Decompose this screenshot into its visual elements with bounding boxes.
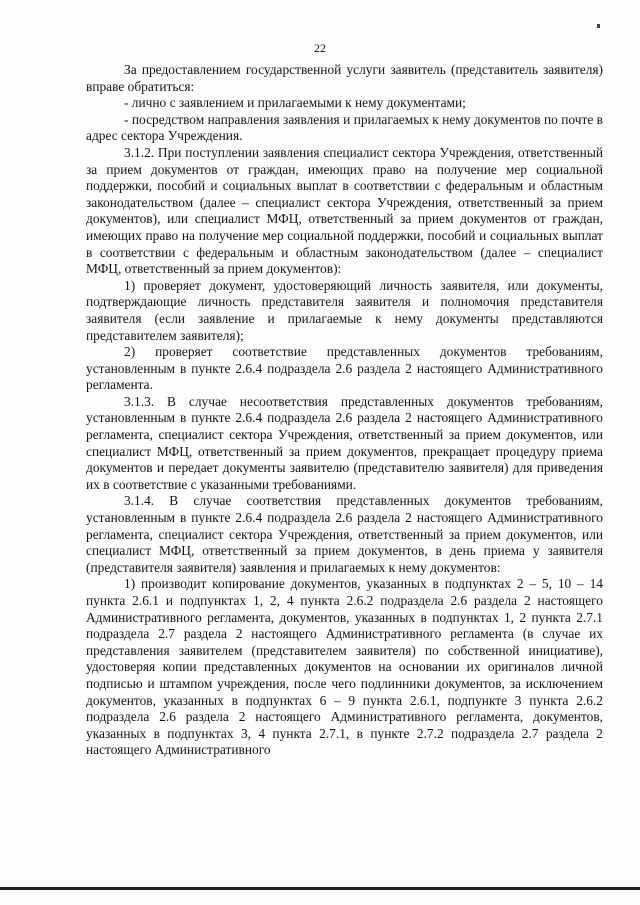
- document-body: [86, 62, 603, 759]
- paragraph-numbered-item: 1) проверяет документ, удостоверяющий личность заявителя, или документы, подтверждающие личность представителя заявителя и полномочия представителя заявителя (если заявление и прилагаемые к нему документы представляются представителем заявителя);: [86, 277, 603, 343]
- paragraph-3-1-2: 3.1.2. При поступлении заявления специалист сектора Учреждения, ответственный за прием документов от граждан, имеющих право на получение мер социальной поддержки, пособий и социальных выплат в соответствии с федеральным и областным законодательством (далее – специалист сектора Учреждения, ответственный за прием документов), или специалист МФЦ, ответственный за прием документов от граждан, имеющих право на получение мер социальной поддержки, пособий и социальных выплат в соответствии с федеральным и областным законодательством (далее – специалист МФЦ, ответственный за прием документов):: [86, 144, 603, 277]
- paragraph-list-item: - лично с заявлением и прилагаемыми к нему документами;: [124, 95, 466, 111]
- scan-edge-line: [0, 887, 640, 890]
- paragraph-3-1-3: 3.1.3. В случае несоответствия представленных документов требованиям, установленным в пункте 2.6.4 подраздела 2.6 раздела 2 настоящего Административного регламента, специалист сектора Учреждения, ответственный за прием документов, или специалист МФЦ, ответственный за прием документов, прекращает процедуру приема документов и передает документы заявителю (представителю заявителя) для приведения их в соответствие с указанными требованиями.: [86, 393, 603, 492]
- scan-mark: [597, 24, 600, 28]
- paragraph-intro: За предоставлением государственной услуги заявитель (представитель заявителя) вправе обратиться:: [86, 62, 603, 94]
- paragraph-3-1-4: 3.1.4. В случае соответствия представленных документов требованиям, установленным в пункте 2.6.4 подраздела 2.6 раздела 2 настоящего Административного регламента, специалист сектора Учреждения, ответственный за прием документов, или специалист МФЦ, ответственный за прием документов, в день приема у заявителя (представителя заявителя) заявления и прилагаемых к нему документов:: [86, 493, 603, 575]
- page-number: 22: [314, 41, 326, 55]
- paragraph-list-item: - посредством направления заявления и прилагаемых к нему документов по почте в адрес сектора Учреждения.: [86, 111, 603, 144]
- paragraph-numbered-item: 2) проверяет соответствие представленных документов требованиям, установленным в пункте 2.6.4 подраздела 2.6 раздела 2 настоящего Административного регламента.: [86, 344, 603, 393]
- paragraph-numbered-item: 1) производит копирование документов, указанных в подпунктах 2 – 5, 10 – 14 пункта 2.6.1 и подпунктах 1, 2, 4 пункта 2.6.2 подраздела 2.6 раздела 2 настоящего Административного регламента, документов, указанных в подпунктах 1, 2 пункта 2.7.1 подраздела 2.7 раздела 2 настоящего Административного регламента (в случае их представления заявителем (представителем заявителя) по собственной инициативе), удостоверяя копии представленных документов на основании их оригиналов личной подписью и штампом учреждения, после чего подлинники документов, за исключением документов, указанных в подпунктах 6 – 9 пункта 2.6.1, подпункте 3 пункта 2.6.2 подраздела 2.6 раздела 2 настоящего Административного регламента, документов, указанных в подпунктах 3, 4 пункта 2.7.1, в пункте 2.7.2 подраздела 2.7 раздела 2 настоящего Административного: [86, 576, 603, 758]
